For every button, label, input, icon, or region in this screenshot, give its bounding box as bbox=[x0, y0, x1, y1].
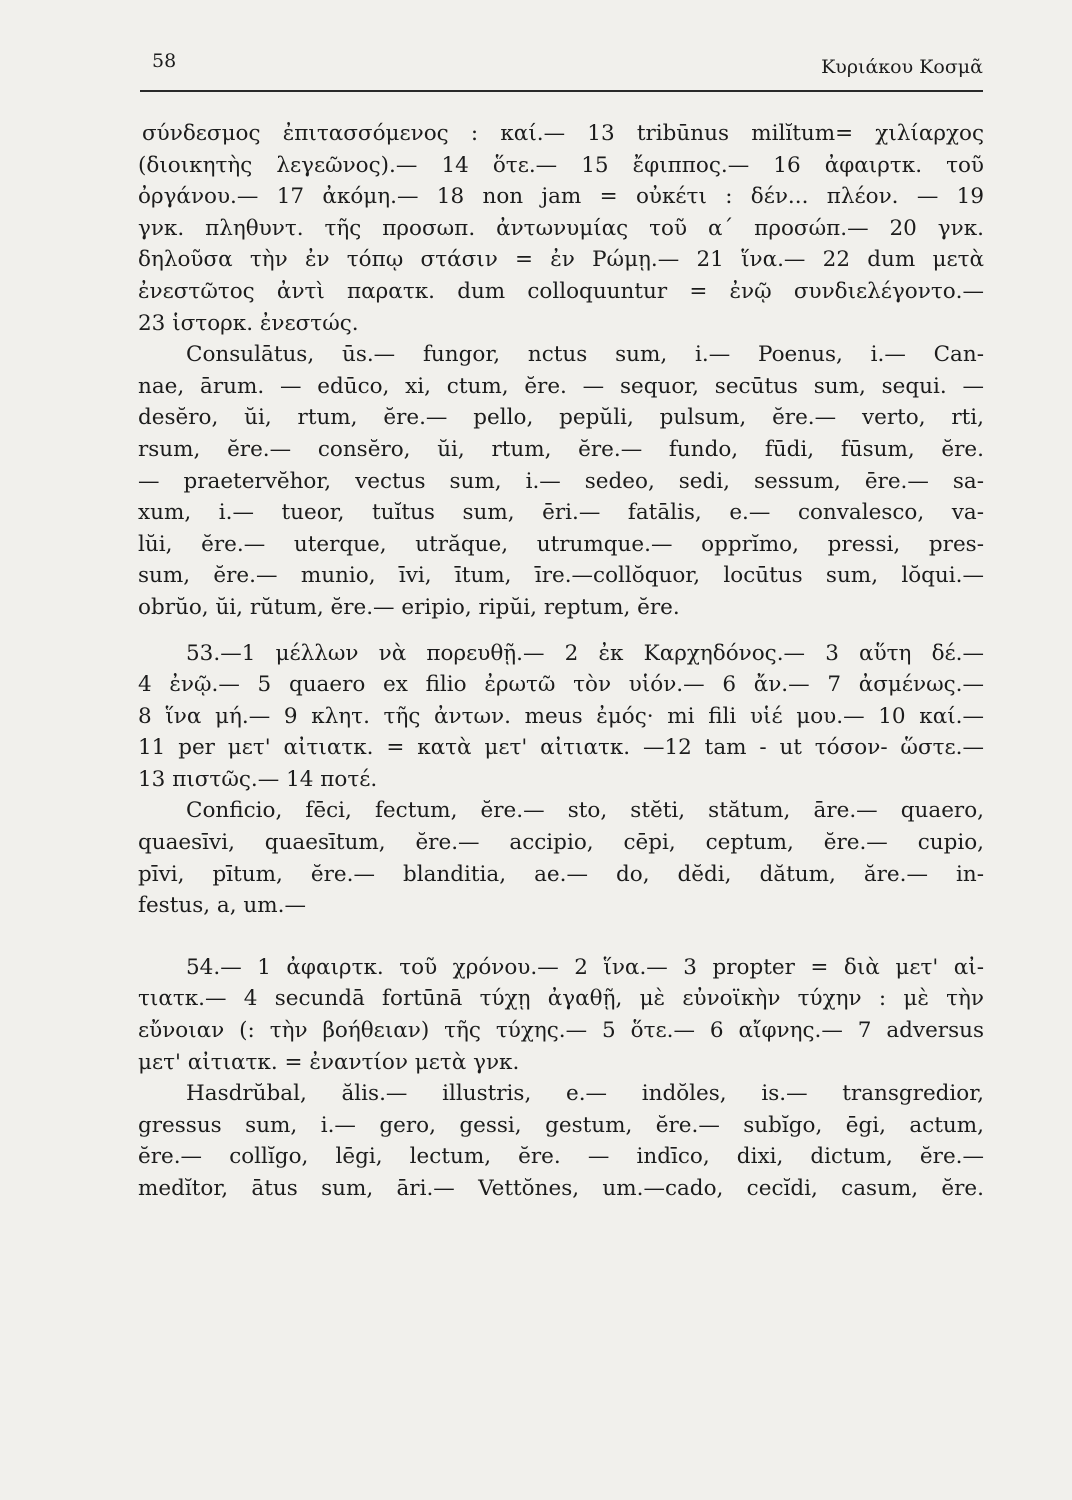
section-53-line: 8 ἵνα μή.— 9 κλητ. τῆς ἀντων. meus ἐμός· mi fili υἱέ μου.— 10 καί.— bbox=[138, 703, 984, 729]
text-line: σύνδεσμος ἐπιτασσόμενος : καί.— 13 tribūnus milĭtum= χιλίαρχος bbox=[142, 121, 984, 146]
vocab-line: Conficio, fēci, fectum, ĕre.— sto, stĕti, stătum, āre.— quaero, bbox=[186, 798, 984, 824]
vocab-line: gressus sum, i.— gero, gessi, gestum, ĕre.— subĭgo, ēgi, actum, bbox=[138, 1112, 984, 1138]
section-53-line: 11 per μετ' αἰτιατκ. = κατὰ μετ' αἰτιατκ. —12 tam - ut τόσον- ὥστε.— bbox=[138, 735, 984, 761]
vocab-line: obrŭo, ŭi, rŭtum, ĕre.— eripio, ripŭi, reptum, ĕre. bbox=[138, 594, 680, 620]
text-line: γνκ. πληθυντ. τῆς προσωπ. ἀντωνυμίας τοῦ α΄ προσώπ.— 20 γνκ. bbox=[138, 215, 984, 241]
section-54-line: τιατκ.— 4 secundā fortūnā τύχῃ ἀγαθῇ, μὲ εὐνοϊκὴν τύχην : μὲ τὴν bbox=[138, 986, 984, 1012]
section-53-line: 53.—1 μέλλων νὰ πορευθῇ.— 2 ἐκ Καρχηδόνος.— 3 αὕτη δέ.— bbox=[186, 640, 984, 666]
text-line: ἐνεστῶτος ἀντὶ παρατκ. dum colloquuntur = ἐνῷ συνδιελέγοντο.— bbox=[138, 278, 984, 304]
running-head bbox=[140, 50, 983, 92]
vocab-line: lŭi, ĕre.— uterque, utrăque, utrumque.— opprĭmo, pressi, pres- bbox=[138, 531, 984, 557]
vocab-line: ĕre.— collĭgo, lēgi, lectum, ĕre. — indīco, dixi, dictum, ĕre.— bbox=[138, 1144, 984, 1170]
text-line: δηλοῦσα τὴν ἐν τόπῳ στάσιν = ἐν Ρώμῃ.— 21 ἵνα.— 22 dum μετὰ bbox=[138, 247, 984, 273]
vocab-line: medĭtor, ātus sum, āri.— Vettŏnes, um.—cado, cecĭdi, casum, ĕre. bbox=[138, 1176, 984, 1201]
vocab-line: nae, ārum. — edūco, xi, ctum, ĕre. — sequor, secūtus sum, sequi. — bbox=[138, 373, 984, 399]
vocab-line: Hasdrŭbal, ălis.— illustris, e.— indŏles, is.— transgredior, bbox=[186, 1081, 984, 1107]
section-54-line: μετ' αἰτιατκ. = ἐναντίον μετὰ γνκ. bbox=[138, 1049, 520, 1075]
text-line: (διοικητὴς λεγεῶνος).— 14 ὅτε.— 15 ἔφιππος.— 16 ἀφαιρτκ. τοῦ bbox=[138, 152, 984, 178]
vocab-line: Consulātus, ūs.— fungor, nctus sum, i.— Poenus, i.— Can- bbox=[186, 342, 984, 368]
text-line: 23 ἱστορκ. ἐνεστώς. bbox=[138, 310, 359, 336]
vocab-line: festus, a, um.— bbox=[138, 893, 306, 919]
running-title: Κυριάκου Κοσμᾶ bbox=[821, 56, 983, 78]
section-53-line: 4 ἐνῷ.— 5 quaero ex filio ἐρωτῶ τὸν υἱόν.— 6 ἄν.— 7 ἀσμένως.— bbox=[138, 672, 984, 698]
section-54-line: 54.— 1 ἀφαιρτκ. τοῦ χρόνου.— 2 ἵνα.— 3 propter = διὰ μετ' αἰ- bbox=[186, 954, 984, 980]
vocab-line: — praetervĕhor, vectus sum, i.— sedeo, sedi, sessum, ēre.— sa- bbox=[138, 468, 984, 494]
vocab-line: pīvi, pītum, ĕre.— blanditia, ae.— do, dĕdi, dătum, ăre.— in- bbox=[138, 861, 984, 887]
text-line: ὀργάνου.— 17 ἀκόμη.— 18 non jam = οὐκέτι : δέν... πλέον. — 19 bbox=[138, 184, 984, 210]
section-53-line: 13 πιστῶς.— 14 ποτέ. bbox=[138, 766, 378, 792]
page-number: 58 bbox=[152, 50, 177, 72]
section-gap bbox=[138, 624, 984, 638]
section-54-line: εὔνοιαν (: τὴν βοήθειαν) τῆς τύχης.— 5 ὅτε.— 6 αἴφνης.— 7 adversus bbox=[138, 1018, 984, 1044]
vocab-line: desĕro, ŭi, rtum, ĕre.— pello, pepŭli, pulsum, ĕre.— verto, rti, bbox=[138, 405, 984, 431]
body-text bbox=[138, 118, 984, 1205]
vocab-line: sum, ĕre.— munio, īvi, ītum, īre.—collŏquor, locūtus sum, lŏqui.— bbox=[138, 563, 984, 589]
vocab-line: quaesīvi, quaesītum, ĕre.— accipio, cēpi, ceptum, ĕre.— cupio, bbox=[138, 830, 984, 856]
vocab-line: rsum, ĕre.— consĕro, ŭi, rtum, ĕre.— fundo, fūdi, fūsum, ĕre. bbox=[138, 436, 984, 462]
vocab-line: xum, i.— tueor, tuĭtus sum, ēri.— fatālis, e.— convalesco, va- bbox=[138, 500, 984, 526]
section-gap bbox=[138, 922, 984, 952]
